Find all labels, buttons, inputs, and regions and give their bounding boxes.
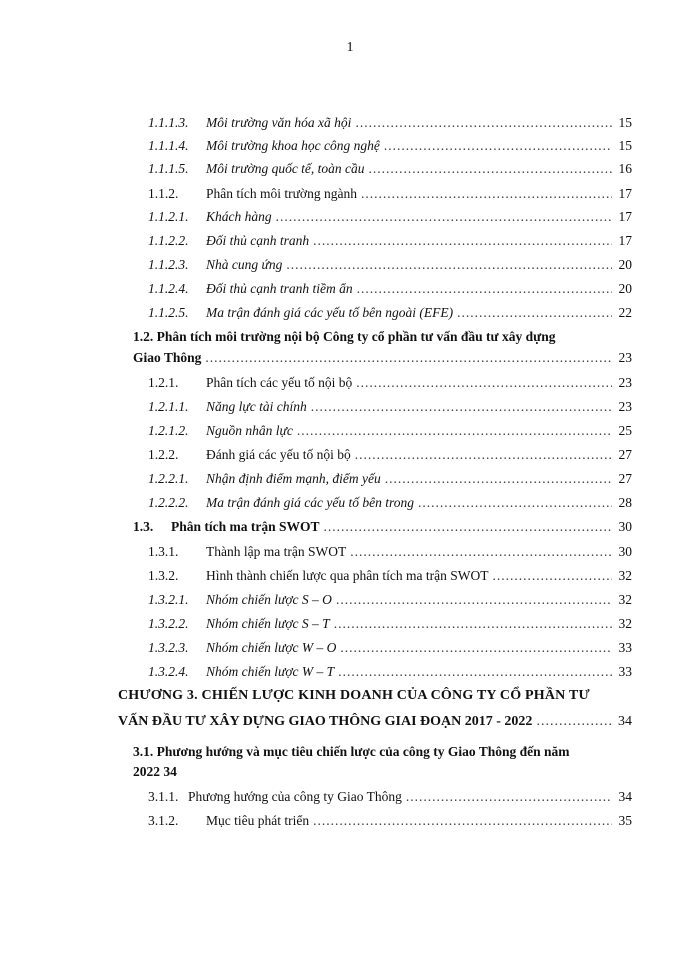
- leader-dots: [286, 256, 612, 274]
- leader-dots: [384, 137, 612, 155]
- leader-dots: [338, 663, 612, 681]
- toc-entry[interactable]: [148, 160, 632, 178]
- toc-entry[interactable]: [148, 812, 632, 830]
- toc-title: Nhóm chiến lược W – O: [206, 640, 337, 655]
- toc-page: 20: [618, 281, 632, 296]
- toc-title: Hình thành chiến lược qua phân tích ma trận SWOT: [206, 568, 489, 583]
- toc-page: 30: [618, 544, 632, 559]
- toc-title: Thành lập ma trận SWOT: [206, 544, 347, 559]
- leader-dots: [324, 518, 612, 536]
- toc-number: 1.1.1.4.: [148, 138, 189, 153]
- leader-dots: [355, 446, 612, 464]
- toc-title: Phân tích môi trường ngành: [206, 186, 357, 201]
- toc-entry[interactable]: [148, 663, 632, 681]
- toc-entry[interactable]: [148, 256, 632, 274]
- toc-title: Nhóm chiến lược S – O: [206, 592, 332, 607]
- page-number: 1: [346, 40, 354, 55]
- leader-dots: [355, 114, 612, 132]
- toc-number: 1.2.2.2.: [148, 495, 189, 510]
- toc-entry[interactable]: [148, 788, 632, 806]
- toc-title: Giao Thông: [133, 350, 202, 365]
- leader-dots: [276, 208, 612, 226]
- toc-title: Nguồn nhân lực: [206, 423, 293, 438]
- leader-dots: [536, 713, 612, 731]
- leader-dots: [297, 422, 612, 440]
- toc-page: 25: [618, 423, 632, 438]
- toc-title: Môi trường văn hóa xã hội: [206, 115, 352, 130]
- toc-page: 34: [618, 714, 632, 729]
- toc-title: VẤN ĐẦU TƯ XÂY DỰNG GIAO THÔNG GIAI ĐOẠN 2017 - 2022: [118, 714, 533, 729]
- toc-entry[interactable]: [148, 398, 632, 416]
- toc-entry[interactable]: [148, 639, 632, 657]
- toc-number: 1.3.2.1.: [148, 592, 189, 607]
- toc-title: Ma trận đánh giá các yếu tố bên trong: [206, 495, 414, 510]
- leader-dots: [334, 615, 612, 633]
- toc-page: 20: [618, 257, 632, 272]
- toc-title: Nhà cung ứng: [206, 257, 283, 272]
- toc-page: 16: [618, 161, 632, 176]
- toc-title: Khách hàng: [206, 209, 272, 224]
- toc-page: 35: [618, 813, 632, 828]
- toc-entry[interactable]: [118, 713, 632, 731]
- toc-entry[interactable]: [148, 374, 632, 392]
- toc-number: 1.1.1.5.: [148, 161, 189, 176]
- leader-dots: [313, 232, 612, 250]
- toc-number: 3.1.2.: [148, 813, 179, 828]
- leader-dots: [369, 160, 612, 178]
- toc-entry[interactable]: [148, 591, 632, 609]
- toc-number: 1.3.2.3.: [148, 640, 189, 655]
- toc-page: 33: [618, 664, 632, 679]
- toc-page: 17: [618, 233, 632, 248]
- toc-entry[interactable]: [148, 494, 632, 512]
- leader-dots: [418, 494, 612, 512]
- toc-number: 1.2.2.: [148, 447, 179, 462]
- toc-number: 1.2.2.1.: [148, 471, 189, 486]
- toc-page: 23: [618, 350, 632, 365]
- leader-dots: [313, 812, 612, 830]
- toc-title: Nhận định điểm mạnh, điểm yếu: [206, 471, 381, 486]
- toc-title: Mục tiêu phát triển: [206, 813, 310, 828]
- toc-entry[interactable]: [148, 567, 632, 585]
- toc-entry[interactable]: [148, 137, 632, 155]
- toc-section-heading-line2[interactable]: 2022 34: [133, 764, 177, 779]
- toc-title: Đối thủ cạnh tranh tiềm ẩn: [206, 281, 353, 296]
- toc-entry[interactable]: [148, 232, 632, 250]
- toc-page: 15: [618, 138, 632, 153]
- toc-page: 32: [618, 592, 632, 607]
- toc-page: 27: [618, 471, 632, 486]
- toc-page: 33: [618, 640, 632, 655]
- leader-dots: [406, 788, 612, 806]
- leader-dots: [205, 349, 612, 367]
- toc-number: 1.1.1.3.: [148, 115, 189, 130]
- toc-title: Môi trường quốc tế, toàn cầu: [206, 161, 365, 176]
- toc-chapter-heading-line1[interactable]: CHƯƠNG 3. CHIẾN LƯỢC KINH DOANH CỦA CÔNG TY CỔ PHẦN TƯ: [118, 688, 590, 703]
- toc-entry[interactable]: [148, 304, 632, 322]
- toc-page: 15: [618, 115, 632, 130]
- toc-number: 1.1.2.1.: [148, 209, 189, 224]
- toc-number: 1.3.2.4.: [148, 664, 189, 679]
- toc-number: 1.2.1.2.: [148, 423, 189, 438]
- leader-dots: [336, 591, 612, 609]
- leader-dots: [311, 398, 612, 416]
- toc-title: Đối thủ cạnh tranh: [206, 233, 310, 248]
- leader-dots: [457, 304, 612, 322]
- toc-page: 27: [618, 447, 632, 462]
- toc-page: 23: [618, 399, 632, 414]
- toc-number: 3.1.1.: [148, 789, 179, 804]
- toc-entry[interactable]: [148, 280, 632, 298]
- toc-title: Đánh giá các yếu tố nội bộ: [206, 447, 351, 462]
- toc-page: 30: [618, 519, 632, 534]
- toc-entry[interactable]: [148, 470, 632, 488]
- toc-page: 32: [618, 616, 632, 631]
- toc-page: 22: [618, 305, 632, 320]
- leader-dots: [385, 470, 612, 488]
- toc-page: 32: [618, 568, 632, 583]
- toc-number: 1.1.2.2.: [148, 233, 189, 248]
- toc-page: 34: [618, 789, 632, 804]
- toc-entry[interactable]: [133, 349, 632, 367]
- toc-page: 17: [618, 186, 632, 201]
- toc-number: 1.1.2.3.: [148, 257, 189, 272]
- toc-number: 1.1.2.: [148, 186, 179, 201]
- toc-page: 23: [618, 375, 632, 390]
- toc-number: 1.3.2.: [148, 568, 179, 583]
- toc-entry[interactable]: [148, 208, 632, 226]
- toc-entry[interactable]: [148, 185, 632, 203]
- leader-dots: [340, 639, 612, 657]
- toc-title: Nhóm chiến lược W – T: [206, 664, 335, 679]
- toc-number: 1.2.1.: [148, 375, 179, 390]
- toc-section-heading-line1[interactable]: 3.1. Phương hướng và mục tiêu chiến lược của công ty Giao Thông đến năm: [133, 744, 570, 759]
- leader-dots: [357, 280, 612, 298]
- leader-dots: [493, 567, 612, 585]
- leader-dots: [356, 374, 612, 392]
- toc-entry[interactable]: [148, 543, 632, 561]
- toc-title: Phân tích ma trận SWOT: [171, 519, 320, 534]
- toc-number: 1.1.2.4.: [148, 281, 189, 296]
- toc-entry[interactable]: [148, 114, 632, 132]
- toc-entry[interactable]: [148, 422, 632, 440]
- toc-title: Phương hướng của công ty Giao Thông: [188, 789, 402, 804]
- toc-number: 1.3.1.: [148, 544, 179, 559]
- toc-title: Ma trận đánh giá các yếu tố bên ngoài (EFE): [206, 305, 454, 320]
- leader-dots: [361, 185, 612, 203]
- toc-entry[interactable]: [148, 446, 632, 464]
- toc-title: Phân tích các yếu tố nội bộ: [206, 375, 353, 390]
- toc-section-heading-line1[interactable]: 1.2. Phân tích môi trường nội bộ Công ty cổ phần tư vấn đầu tư xây dựng: [133, 329, 556, 344]
- toc-page: 28: [618, 495, 632, 510]
- toc-page: 17: [618, 209, 632, 224]
- toc-number: 1.1.2.5.: [148, 305, 189, 320]
- toc-number: 1.2.1.1.: [148, 399, 189, 414]
- toc-entry[interactable]: [148, 615, 632, 633]
- leader-dots: [350, 543, 612, 561]
- toc-title: Năng lực tài chính: [206, 399, 307, 414]
- toc-title: Nhóm chiến lược S – T: [206, 616, 330, 631]
- toc-title: Môi trường khoa học công nghệ: [206, 138, 380, 153]
- toc-entry[interactable]: [133, 518, 632, 536]
- toc-number: 1.3.2.2.: [148, 616, 189, 631]
- toc-number: 1.3.: [133, 519, 154, 534]
